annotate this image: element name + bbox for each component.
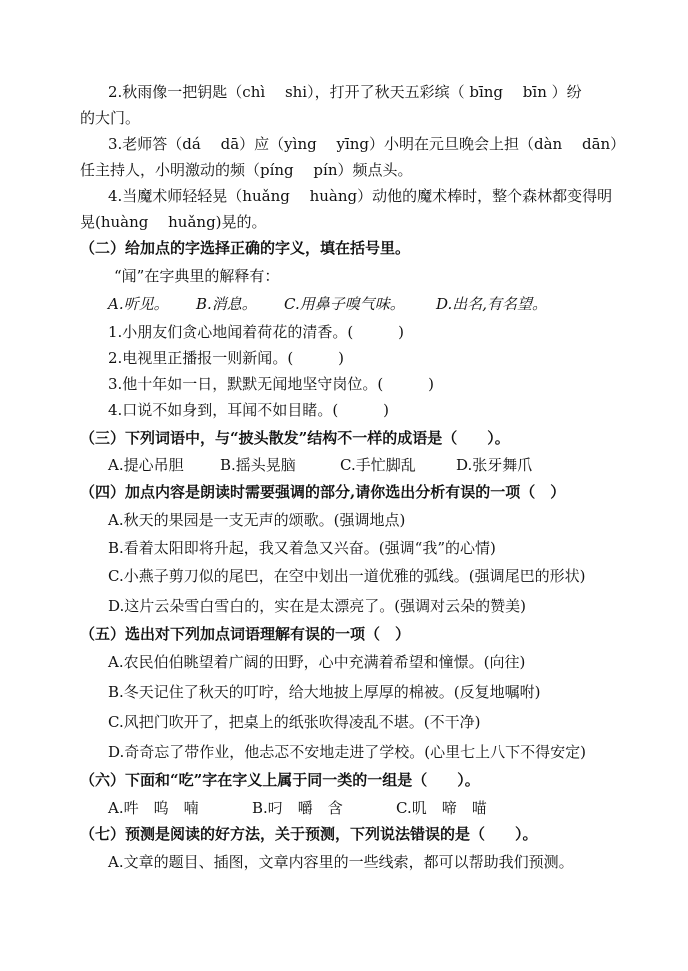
section-2-question-2: 2.电视里正播报一则新闻。( ): [108, 349, 345, 367]
section-4-option-a: A.秋天的果园是一支无声的颂歌。(强调地点): [108, 511, 406, 529]
section-4-option-c: C.小燕子剪刀似的尾巴，在空中划出一道优雅的弧线。(强调尾巴的形状): [108, 567, 586, 585]
option-a: A.听见。: [108, 295, 169, 313]
option-c: C.叽 啼 喵: [396, 799, 487, 817]
section-4-option-b: B.看着太阳即将升起，我又着急又兴奋。(强调“我”的心情): [108, 539, 496, 557]
section-2-intro: “闻”在字典里的解释有：: [114, 267, 280, 285]
option-c: C.用鼻子嗅气味。: [284, 295, 405, 313]
section-4-heading: （四）加点内容是朗读时需要强调的部分,请你选出分析有误的一项（ ）: [80, 483, 566, 501]
section-2-question-1: 1.小朋友们贪心地闻着荷花的清香。( ): [108, 323, 405, 341]
section-7-heading: （七）预测是阅读的好方法，关于预测，下列说法错误的是（ ）。: [80, 825, 538, 843]
question-2-line-1: 2.秋雨像一把钥匙（chì shi），打开了秋天五彩缤（ bīng bīn ）纷: [108, 83, 582, 101]
section-6-heading: （六）下面和“吃”字在字义上属于同一类的一组是（ ）。: [80, 771, 480, 789]
option-a: A.提心吊胆: [108, 456, 184, 474]
section-5-option-c: C.风把门吹开了，把桌上的纸张吹得凌乱不堪。(不干净): [108, 713, 481, 731]
option-c: C.手忙脚乱: [340, 456, 416, 474]
option-b: B.消息。: [196, 295, 257, 313]
section-5-option-a: A.农民伯伯眺望着广阔的田野，心中充满着希望和憧憬。(向往): [108, 653, 526, 671]
section-2-question-4: 4.口说不如身到，耳闻不如目睹。( ): [108, 401, 390, 419]
question-3-line-1: 3.老师答（dá dā）应（yìng yīng）小明在元旦晚会上担（dàn dān）: [108, 135, 626, 153]
section-4-option-d: D.这片云朵雪白雪白的，实在是太漂亮了。(强调对云朵的赞美): [108, 597, 526, 615]
option-d: D.出名,有名望。: [436, 295, 548, 313]
option-b: B.叼 嚼 含: [252, 799, 343, 817]
section-5-option-b: B.冬天记住了秋天的叮咛，给大地披上厚厚的棉被。(反复地嘱咐): [108, 683, 541, 701]
question-2-line-2: 的大门。: [80, 109, 141, 127]
option-d: D.张牙舞爪: [456, 456, 533, 474]
question-3-line-2: 任主持人，小明激动的频（píng pín）频点头。: [80, 161, 413, 179]
option-a: A.吽 呜 喃: [108, 799, 199, 817]
section-2-question-3: 3.他十年如一日，默默无闻地坚守岗位。( ): [108, 375, 435, 393]
section-2-heading: （二）给加点的字选择正确的字义，填在括号里。: [80, 239, 411, 257]
section-7-option-a: A.文章的题目、插图，文章内容里的一些线索，都可以帮助我们预测。: [108, 853, 574, 871]
option-b: B.摇头晃脑: [220, 456, 296, 474]
question-4-line-1: 4.当魔术师轻轻晃（huǎng huàng）动他的魔术棒时，整个森林都变得明: [108, 187, 613, 205]
section-3-heading: （三）下列词语中，与“披头散发”结构不一样的成语是（ ）。: [80, 429, 510, 447]
section-5-heading: （五）选出对下列加点词语理解有误的一项（ ）: [80, 625, 411, 643]
question-4-line-2: 晃(huàng huǎng)晃的。: [80, 213, 267, 231]
section-5-option-d: D.奇奇忘了带作业，他忐忑不安地走进了学校。(心里七上八下不得安定): [108, 743, 586, 761]
